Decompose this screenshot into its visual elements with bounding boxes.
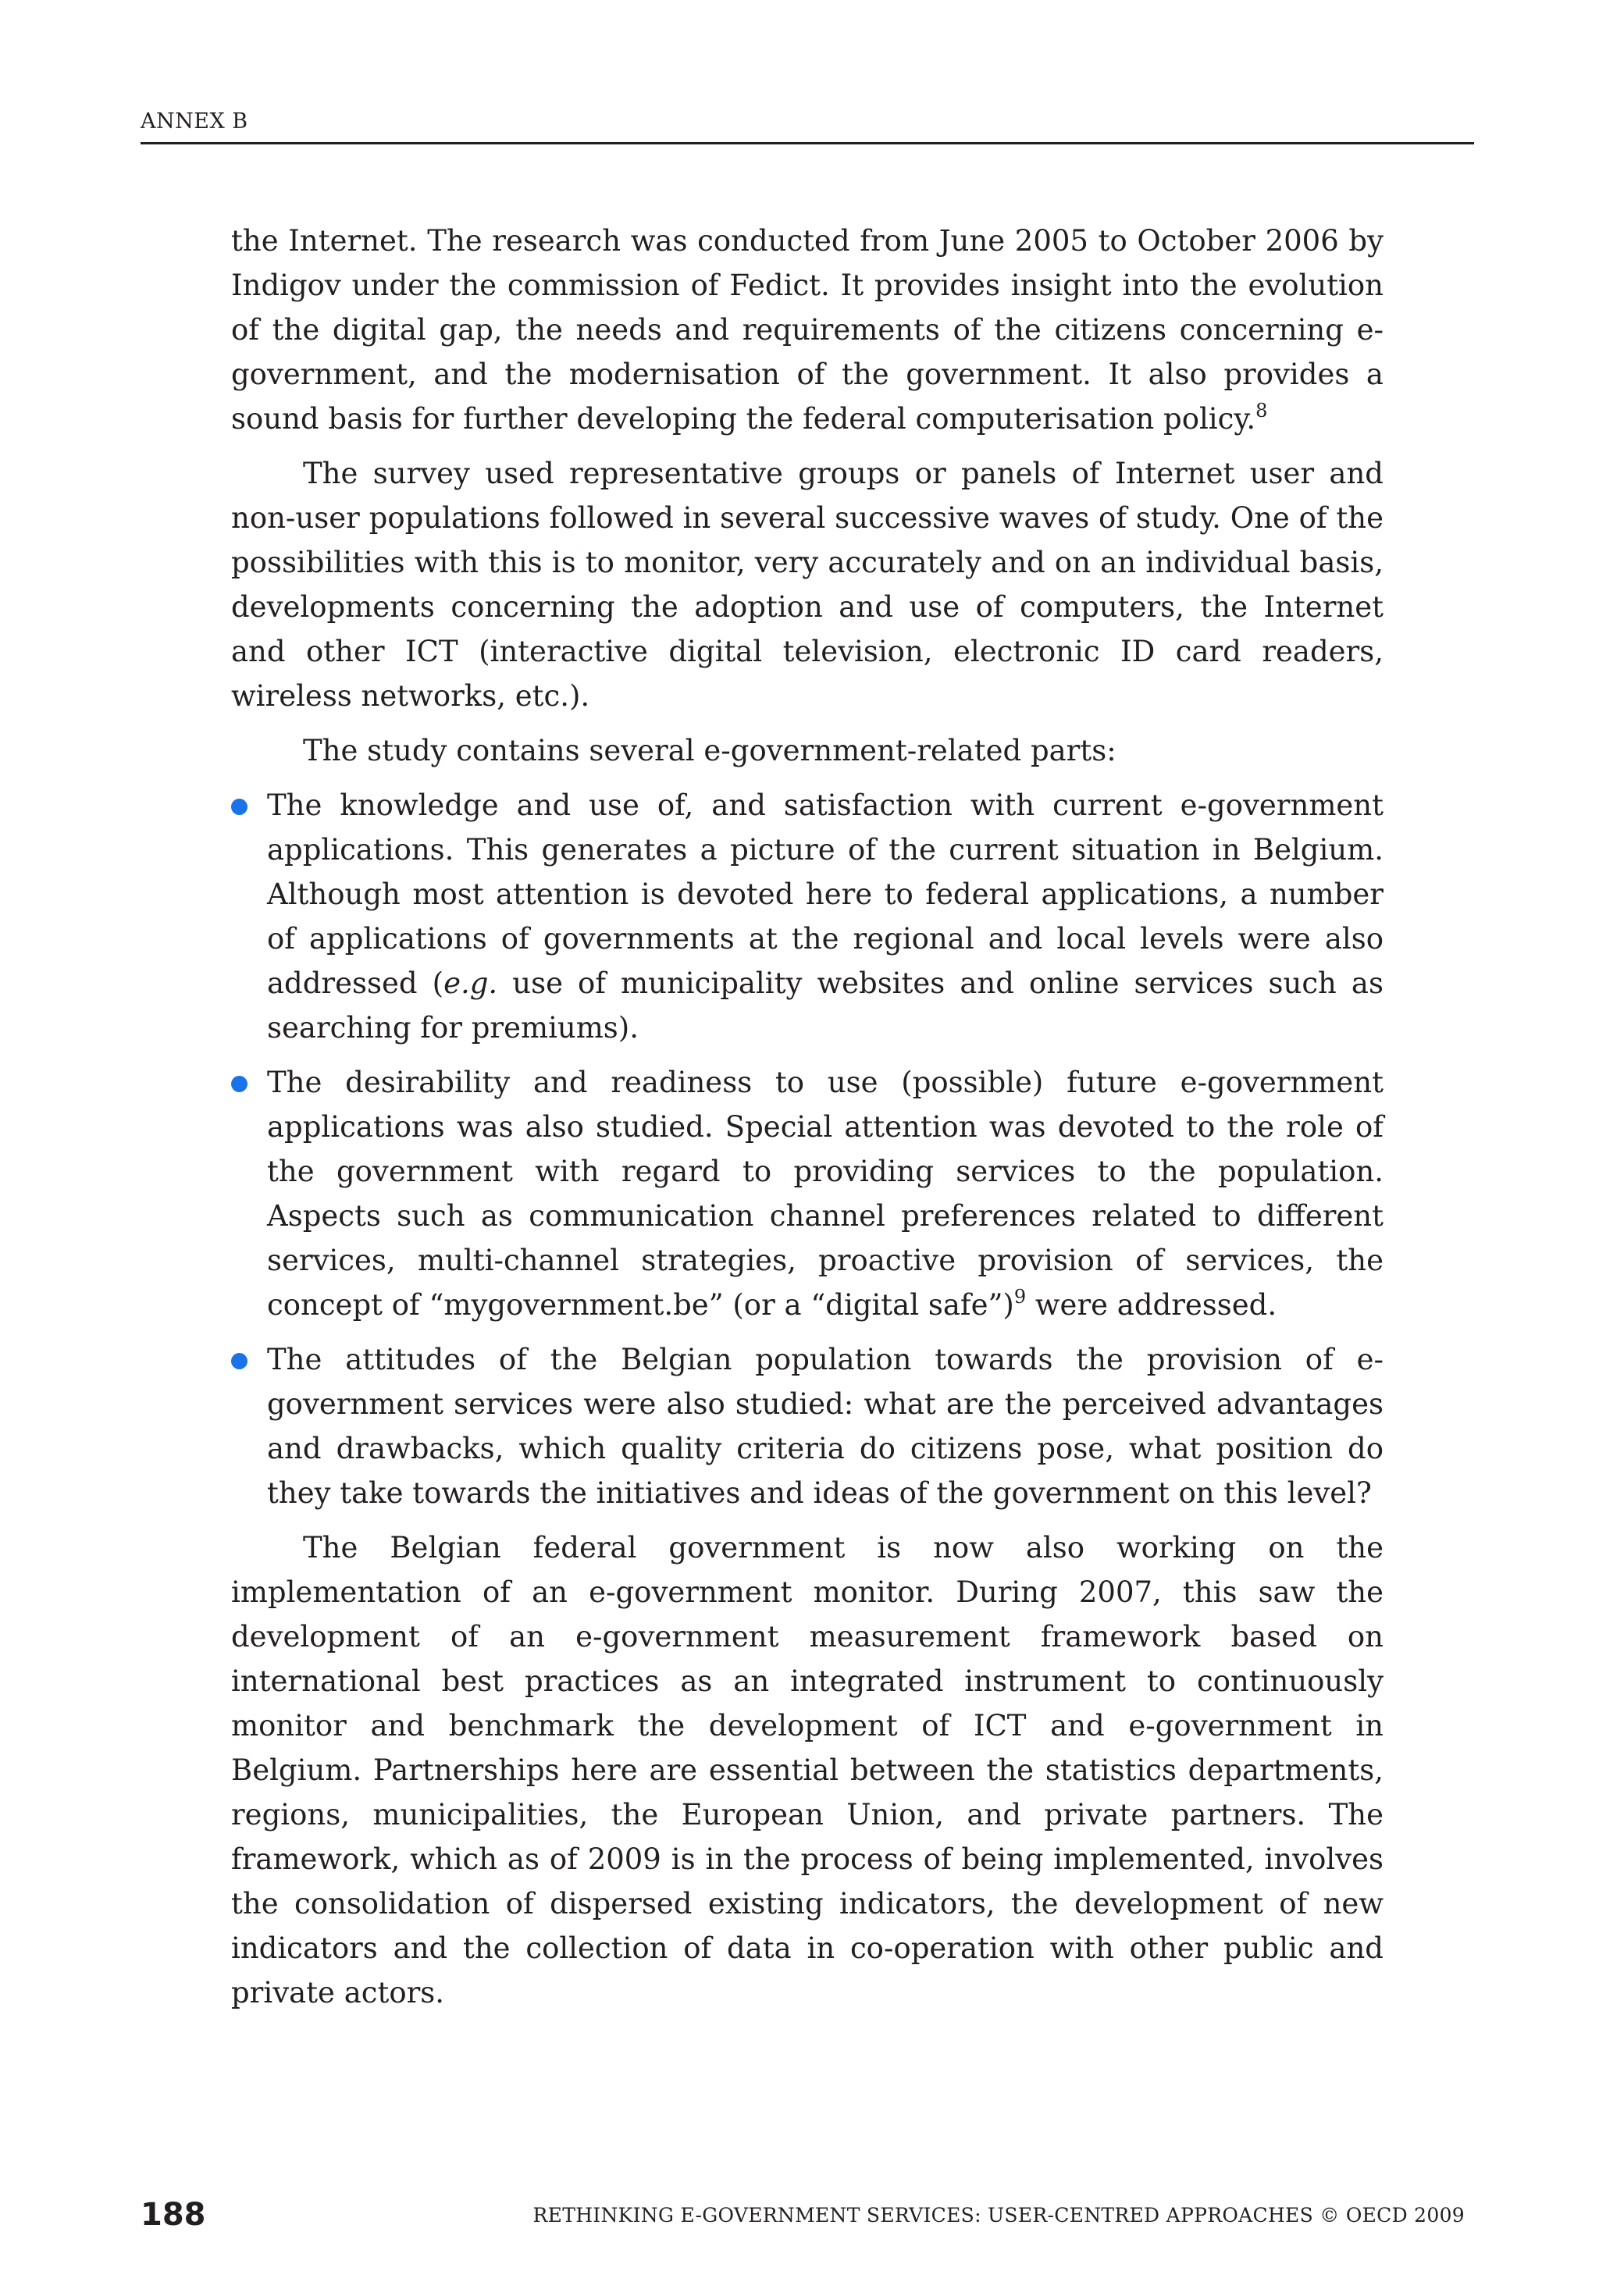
page-number: 188 — [141, 2197, 206, 2233]
bullet-dot-icon — [231, 799, 248, 815]
paragraph-survey — [231, 451, 1384, 718]
paragraph-text: The study contains several e-government-related parts: — [303, 734, 1116, 767]
running-header — [141, 109, 1474, 144]
paragraph-study-intro — [231, 728, 1384, 773]
publication-title: RETHINKING E-GOVERNMENT SERVICES: USER-CENTRED APPROACHES © OECD 2009 — [532, 2204, 1465, 2227]
bullet-text: The desirability and readiness to use (possible) future e-government applications was also studied. Special attention was devoted to the role of the government with regard to providing services to the population. Aspects such as communication channel preferences related to different services, multi-channel strategies, proactive provision of services, the concept of “mygovernment.be” (or a “digital safe”) — [267, 1066, 1384, 1322]
bullet-text: The knowledge and use of, and satisfaction with current e-government applications. This generates a picture of the current situation in Belgium. Although most attention is devoted here to federal applications, a number of applications of governments at the regional and local levels were also addressed ( — [267, 788, 1384, 1000]
footnote-ref-9[interactable]: 9 — [1013, 1286, 1027, 1308]
paragraph-text: The survey used representative groups or panels of Internet user and non-user populations followed in several successive waves of study. One of the possibilities with this is to monitor, very accurately and on an individual basis, developments concerning the adoption and use of computers, the Internet and other ICT (interactive digital television, electronic ID card readers, wireless networks, etc.). — [231, 457, 1384, 713]
list-item — [231, 783, 1384, 1050]
footnote-ref-8[interactable]: 8 — [1255, 400, 1268, 422]
bullet-text: were addressed. — [1026, 1288, 1277, 1322]
bullet-dot-icon — [231, 1353, 248, 1369]
paragraph-continuation — [231, 219, 1384, 441]
paragraph-text: The Belgian federal government is now also working on the implementation of an e-government monitor. During 2007, this saw the development of an e-government measurement framework based on international best practices as an integrated instrument to continuously monitor and benchmark the development of ICT and e-government in Belgium. Partnerships here are essential between the statistics departments, regions, municipalities, the European Union, and private partners. The framework, which as of 2009 is in the process of being implemented, involves the consolidation of dispersed existing indicators, the development of new indicators and the collection of data in co-operation with other public and private actors. — [231, 1531, 1384, 2009]
list-item — [231, 1337, 1384, 1515]
main-text — [231, 219, 1384, 2025]
bullet-italic: e.g. — [443, 966, 498, 1000]
paragraph-text: the Internet. The research was conducted from June 2005 to October 2006 by Indigov under the commission of Fedict. It provides insight into the evolution of the digital gap, the needs and requirements of the citizens concerning e-government, and the modernisation of the government. It also provides a sound basis for further developing the federal computerisation policy. — [231, 224, 1384, 436]
paragraph-monitor — [231, 1525, 1384, 2015]
bullet-dot-icon — [231, 1076, 248, 1092]
header-label: ANNEX B — [141, 109, 248, 133]
bullet-text: The attitudes of the Belgian population towards the provision of e-government services were also studied: what are the perceived advantages and drawbacks, which quality criteria do citizens pose, what position do they take towards the initiatives and ideas of the government on this level? — [267, 1343, 1384, 1510]
bullet-list — [231, 783, 1384, 1515]
list-item — [231, 1060, 1384, 1327]
bullet-text: use of municipality websites and online services such as searching for premiums). — [267, 966, 1384, 1045]
